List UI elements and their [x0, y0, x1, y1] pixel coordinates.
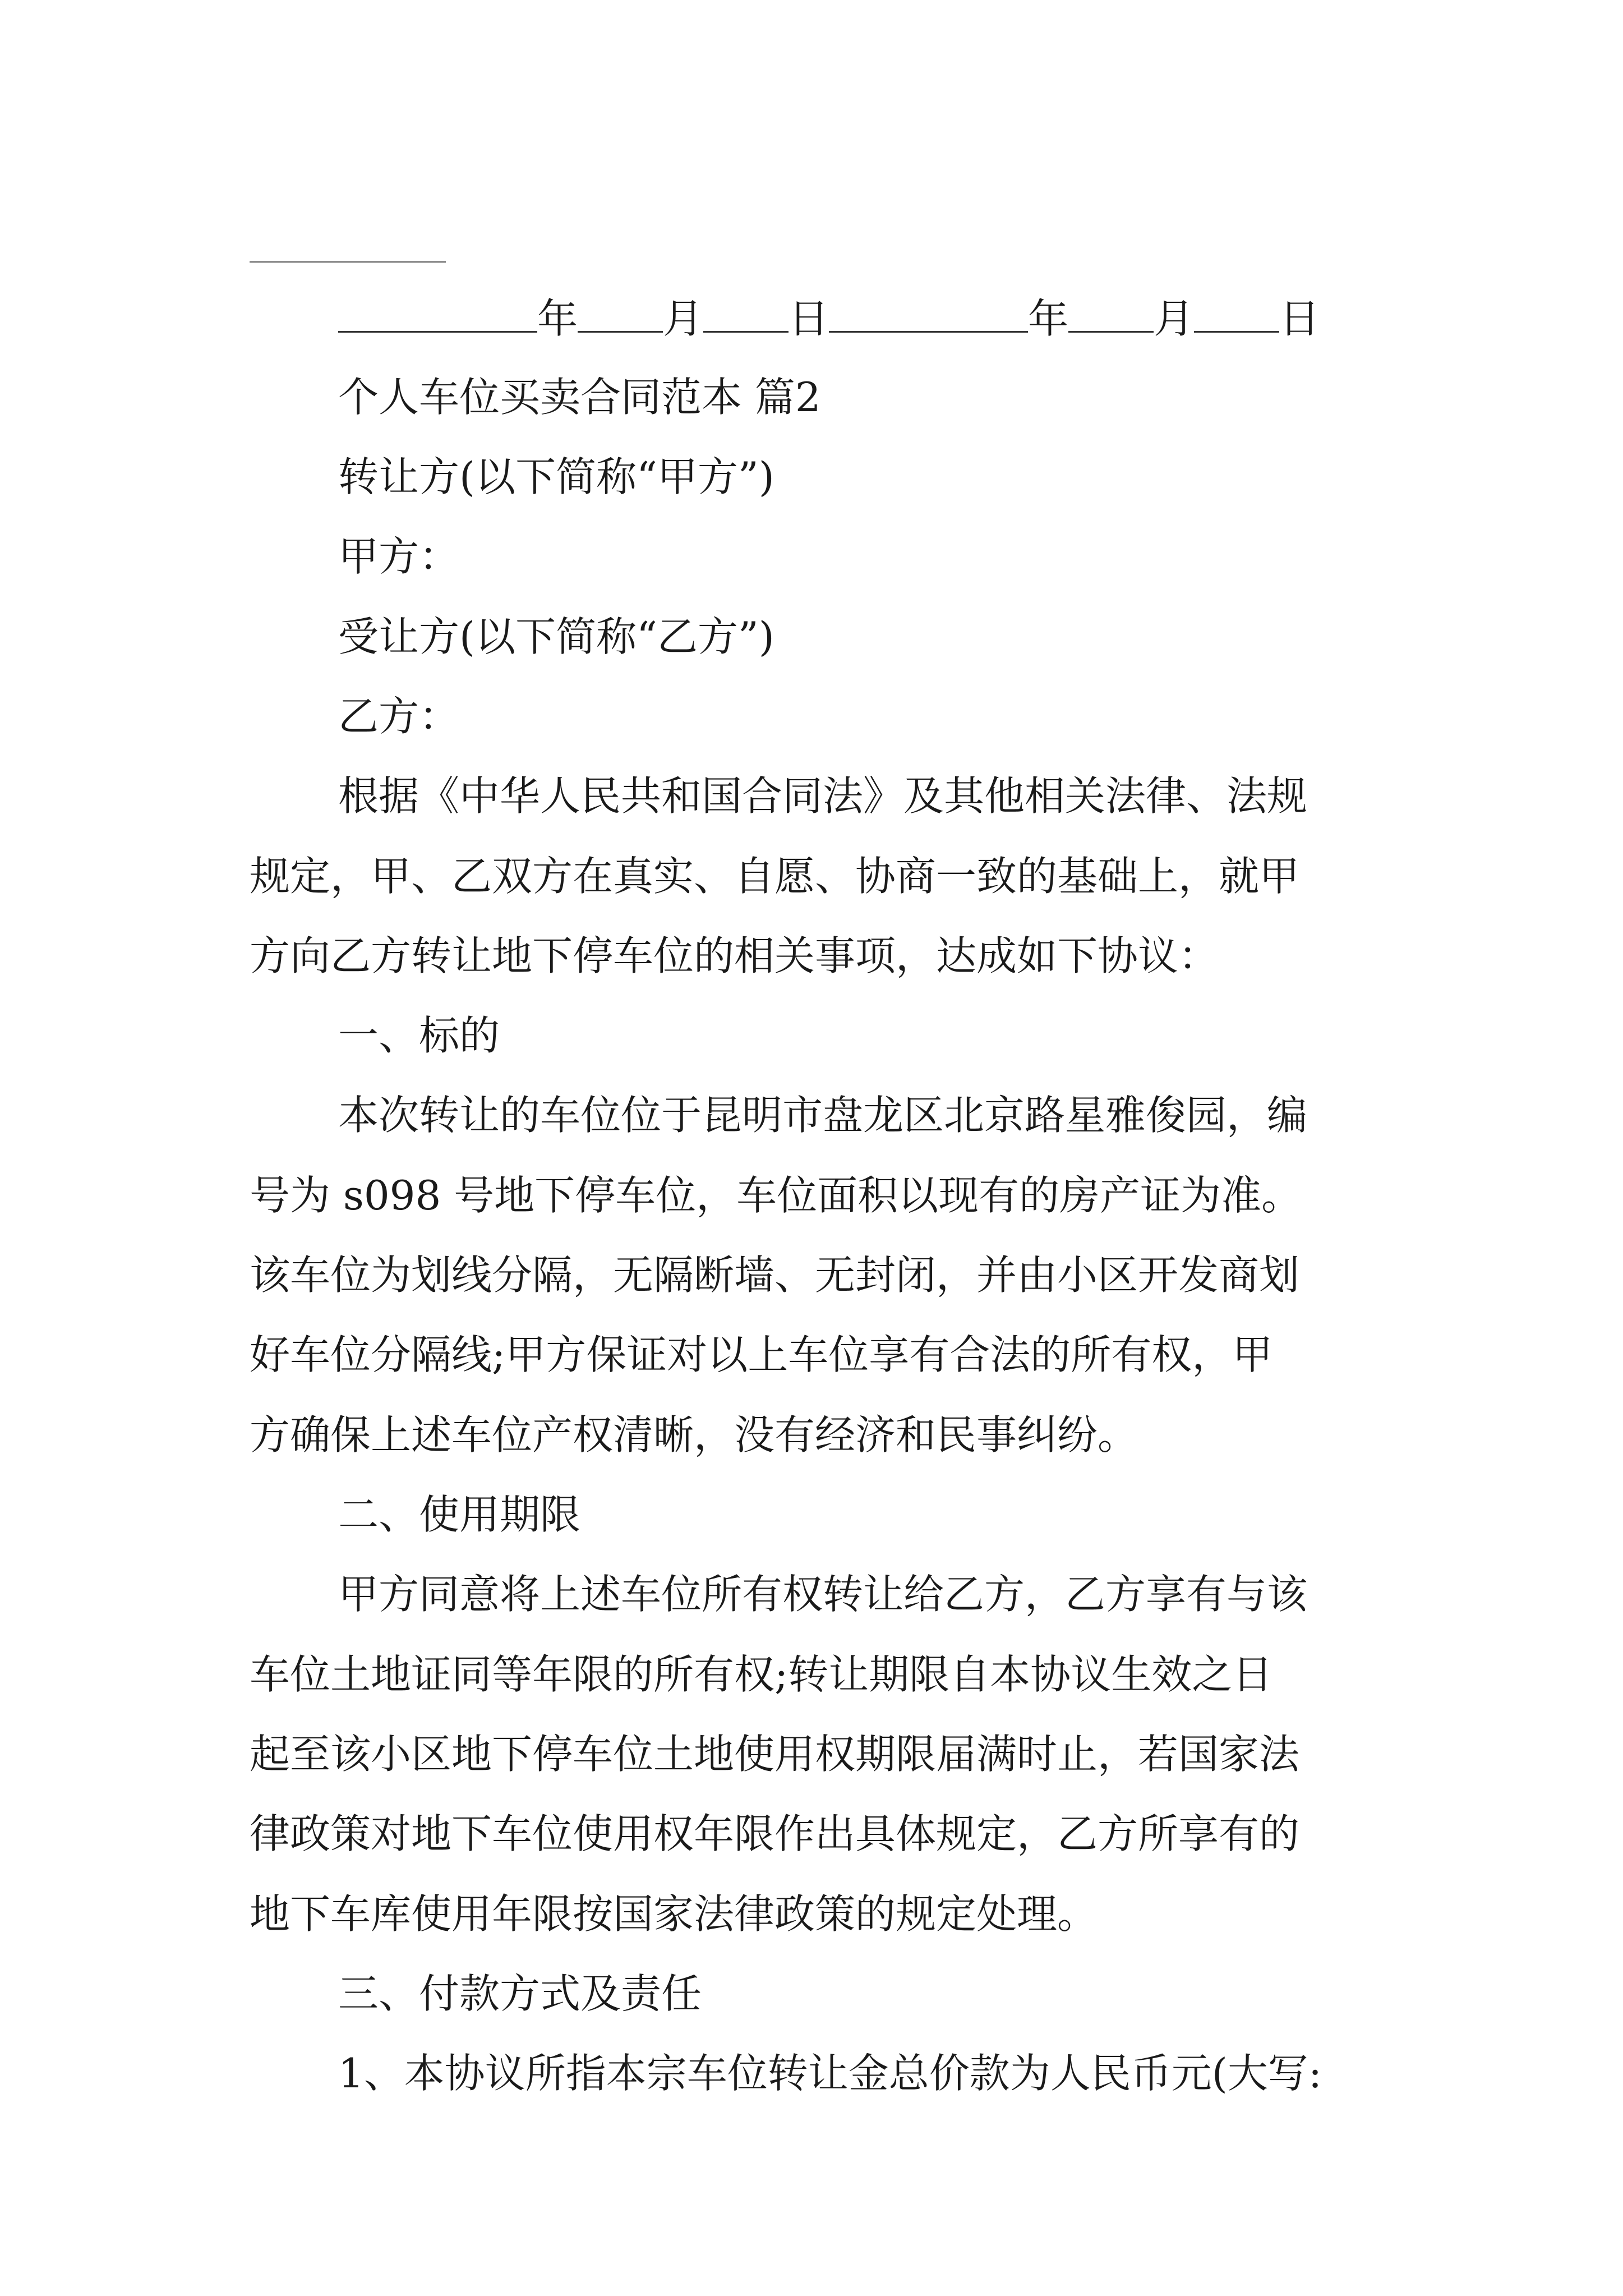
text-line: 甲方： — [338, 533, 460, 580]
text-line: 地下车库使用年限按国家法律政策的规定处理。 — [250, 1890, 1098, 1938]
year-label-1: 年 — [537, 295, 578, 342]
day-label-2: 日 — [1279, 295, 1320, 342]
section-heading: 二、使用期限 — [338, 1491, 581, 1538]
text-line: 根据《中华人民共和国合同法》及其他相关法律、法规 — [338, 772, 1308, 820]
day-blank-1 — [703, 296, 789, 333]
year-label-2: 年 — [1028, 295, 1069, 342]
section-heading: 一、标的 — [338, 1012, 500, 1059]
section-heading: 三、付款方式及责任 — [338, 1970, 702, 2017]
day-label-1: 日 — [789, 295, 829, 342]
document-title: 个人车位买卖合同范本 篇2 — [338, 374, 821, 421]
top-divider — [250, 261, 446, 263]
text-line: 律政策对地下车位使用权年限作出具体规定，乙方所享有的 — [250, 1810, 1300, 1857]
month-blank-2 — [1068, 296, 1154, 333]
month-label-1: 月 — [663, 295, 704, 342]
month-label-2: 月 — [1154, 295, 1195, 342]
text-line: 车位土地证同等年限的所有权;转让期限自本协议生效之日 — [250, 1651, 1273, 1698]
text-line: 起至该小区地下停车位土地使用权期限届满时止，若国家法 — [250, 1731, 1300, 1778]
text-line: 号为 s098 号地下停车位，车位面积以现有的房产证为准。 — [250, 1172, 1302, 1219]
text-line: 1、本协议所指本宗车位转让金总价款为人民币元(大写: — [338, 2050, 1322, 2097]
day-blank-2 — [1194, 296, 1279, 333]
text-line: 甲方同意将上述车位所有权转让给乙方，乙方享有与该 — [338, 1571, 1308, 1618]
text-line: 受让方(以下简称“乙方”) — [338, 613, 774, 660]
text-line: 方确保上述车位产权清晰，没有经济和民事纠纷。 — [250, 1411, 1138, 1458]
year-blank-2 — [829, 296, 1028, 333]
text-line: 好车位分隔线;甲方保证对以上车位享有合法的所有权，甲 — [250, 1331, 1273, 1378]
text-line: 转让方(以下简称“甲方”) — [338, 453, 774, 500]
text-line: 乙方： — [338, 693, 460, 740]
text-line: 规定，甲、乙双方在真实、自愿、协商一致的基础上，就甲 — [250, 853, 1300, 900]
text-line: 方向乙方转让地下停车位的相关事项，达成如下协议： — [250, 932, 1219, 979]
signature-date-line — [338, 295, 1320, 342]
text-line: 本次转让的车位位于昆明市盘龙区北京路星雅俊园，编 — [338, 1092, 1308, 1139]
month-blank-1 — [578, 296, 663, 333]
year-blank-1 — [338, 296, 537, 333]
text-line: 该车位为划线分隔，无隔断墙、无封闭，并由小区开发商划 — [250, 1251, 1300, 1299]
